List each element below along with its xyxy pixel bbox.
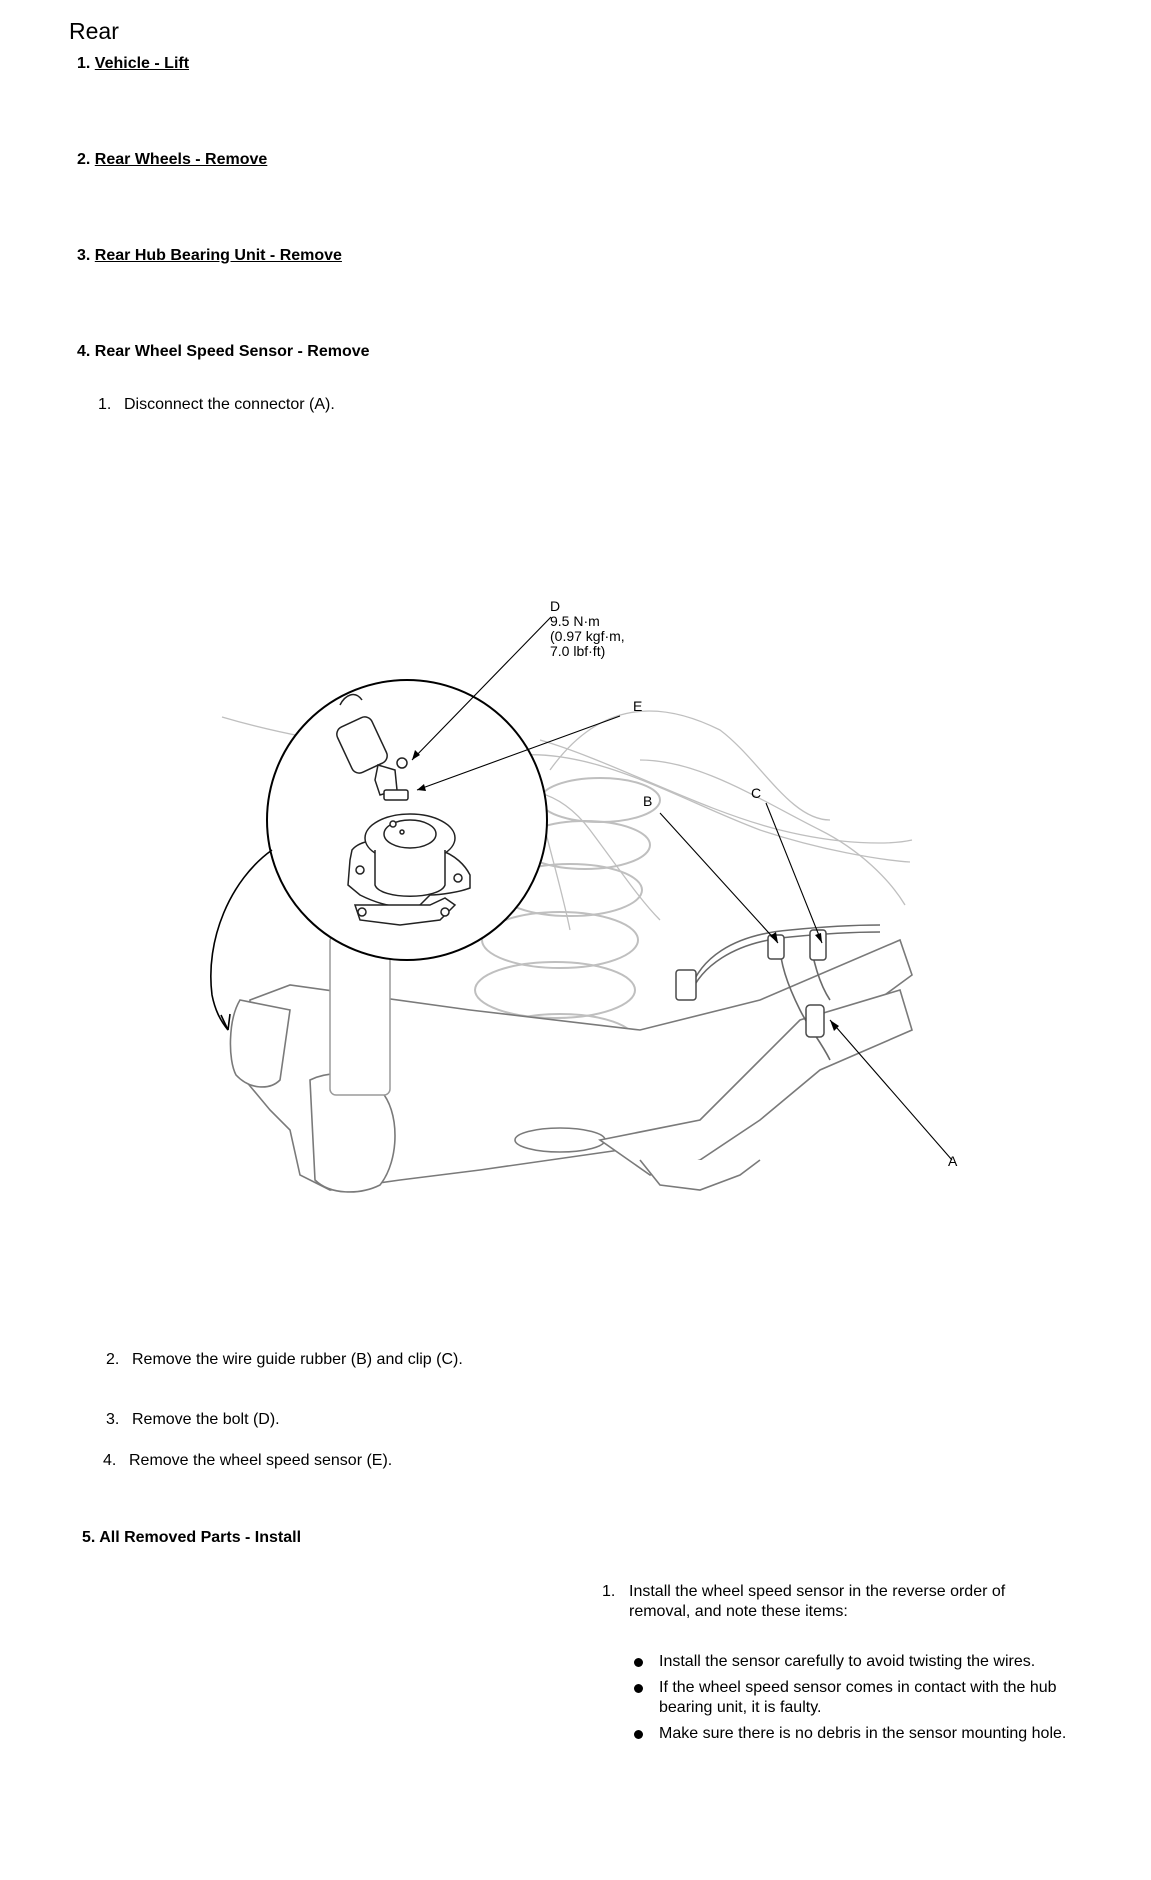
step-text: Remove the wire guide rubber (B) and clip (C). xyxy=(132,1351,463,1368)
install-note: Install the sensor carefully to avoid twisting the wires. xyxy=(659,1652,1089,1672)
install-note: Make sure there is no debris in the sensor mounting hole. xyxy=(659,1724,1089,1744)
section-wheel-speed-sensor-remove xyxy=(77,343,370,361)
section-rear-wheels-remove xyxy=(77,151,267,169)
install-notes-list xyxy=(659,1652,1089,1750)
bullet-icon xyxy=(634,1730,643,1739)
step-number: 1. xyxy=(602,1583,616,1600)
section-heading: All Removed Parts - Install xyxy=(99,1529,302,1546)
install-note: If the wheel speed sensor comes in contact with the hub bearing unit, it is faulty. xyxy=(659,1678,1089,1718)
section-rear-hub-bearing-remove xyxy=(77,247,342,265)
section-number: 5. xyxy=(82,1529,96,1546)
remove-step-3 xyxy=(106,1411,280,1429)
link-rear-wheels-remove[interactable]: Rear Wheels - Remove xyxy=(94,151,268,168)
section-heading: Rear Wheel Speed Sensor - Remove xyxy=(94,343,370,360)
torque-nm: 9.5 N·m xyxy=(550,613,600,629)
install-step-1 xyxy=(602,1582,1072,1622)
install-step-text: Install the wheel speed sensor in the reverse order of removal, and note these items: xyxy=(629,1583,1006,1620)
remove-step-4 xyxy=(103,1452,392,1470)
bullet-icon xyxy=(634,1684,643,1693)
section-vehicle-lift xyxy=(77,55,189,73)
step-text: Remove the bolt (D). xyxy=(132,1411,280,1428)
link-rear-hub-bearing-remove[interactable]: Rear Hub Bearing Unit - Remove xyxy=(94,247,342,264)
remove-step-1 xyxy=(98,396,335,414)
label-b: B xyxy=(643,793,653,809)
section-number: 3. xyxy=(77,247,91,264)
section-number: 1. xyxy=(77,55,91,72)
step-number: 4. xyxy=(103,1452,117,1469)
step-number: 2. xyxy=(106,1351,120,1368)
step-text: Disconnect the connector (A). xyxy=(124,396,335,413)
bullet-icon xyxy=(634,1658,643,1667)
label-a: A xyxy=(948,1153,958,1169)
label-e: E xyxy=(633,698,643,714)
label-d: D xyxy=(550,598,561,614)
torque-lbfft: 7.0 lbf·ft) xyxy=(550,643,606,659)
remove-step-2 xyxy=(106,1351,463,1369)
link-vehicle-lift[interactable]: Vehicle - Lift xyxy=(94,55,190,72)
page-title: Rear xyxy=(69,18,119,44)
label-c: C xyxy=(751,785,762,801)
step-text: Remove the wheel speed sensor (E). xyxy=(129,1452,393,1469)
section-all-removed-parts-install xyxy=(82,1529,301,1547)
torque-kgfm: (0.97 kgf·m, xyxy=(550,628,625,644)
section-number: 2. xyxy=(77,151,91,168)
step-number: 1. xyxy=(98,396,112,413)
section-number: 4. xyxy=(77,343,91,360)
step-number: 3. xyxy=(106,1411,120,1428)
wheel-speed-sensor-figure xyxy=(180,590,958,1240)
